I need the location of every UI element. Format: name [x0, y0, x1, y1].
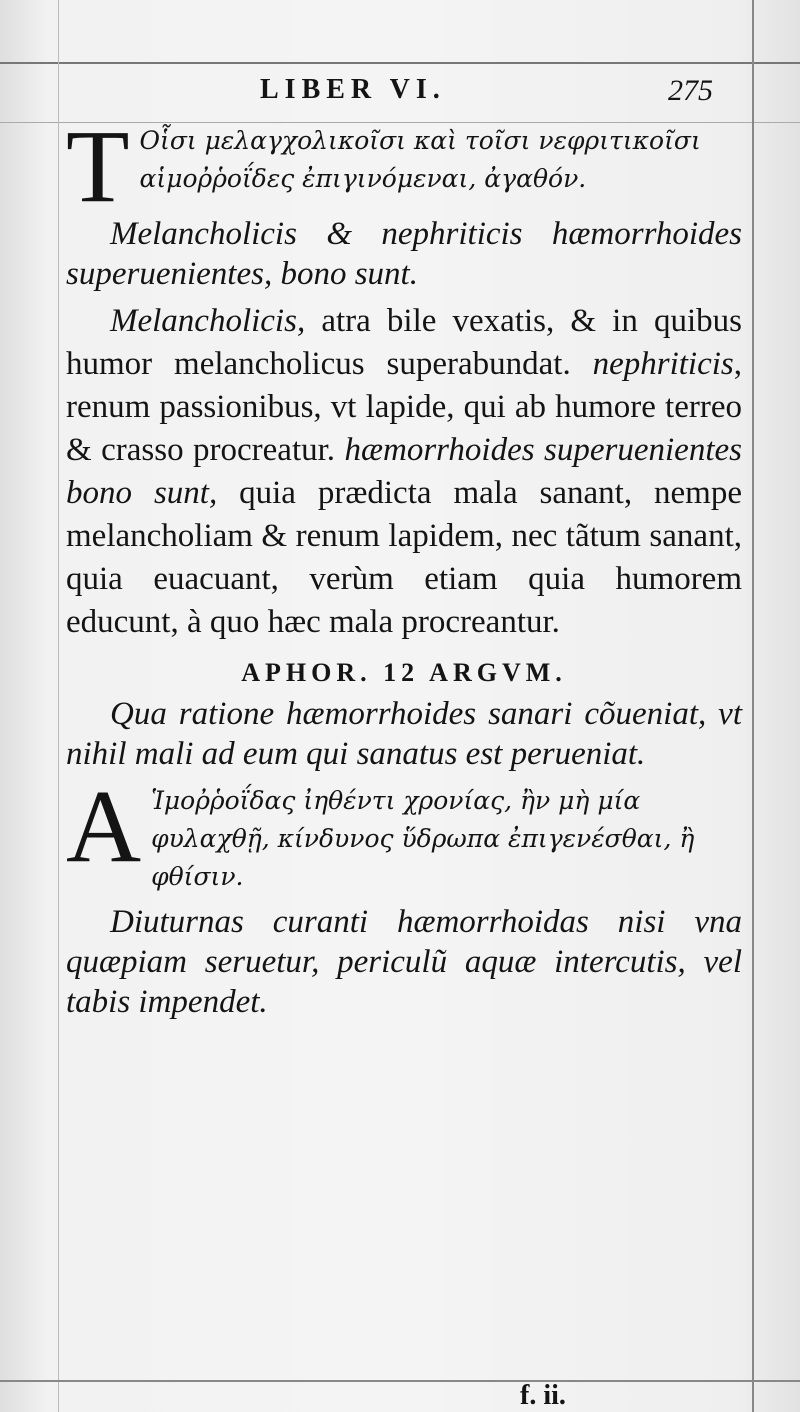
aphorism-12-greek — [66, 769, 742, 896]
page-content — [66, 109, 742, 1022]
drop-cap-a: A — [66, 769, 142, 884]
commentary-segment: Melancholicis, — [110, 303, 306, 339]
commentary-segment: hæmorrhoides superuenientes bono sunt, — [66, 432, 742, 511]
commentary-segment: atra bile vexatis, & in quibus humor melancholicus superabundat. — [66, 303, 742, 382]
aphorism-argument: Qua ratione hæmorrhoides sanari cõueniat, vt nihil mali ad eum qui sanatus est perueniat. — [66, 696, 742, 772]
aphorism-11-greek — [66, 109, 742, 224]
top-rule — [0, 62, 800, 64]
latin-translation: Diuturnas curanti hæmorrhoidas nisi vna quæpiam seruetur, periculũ aquæ intercutis, vel tabis impendet. — [66, 904, 742, 1020]
catchword: f. ii. — [520, 1380, 566, 1411]
left-margin-rule — [58, 0, 59, 1412]
commentary-paragraph — [66, 300, 742, 644]
page-number: 275 — [668, 74, 713, 107]
right-margin-rule — [752, 0, 754, 1412]
latin-translation: Melancholicis & nephriticis hæmorrhoides superuenientes, bono sunt. — [66, 216, 742, 292]
bottom-rule — [0, 1380, 800, 1382]
commentary-segment: , renum passionibus, vt lapide, qui ab humore terreo & crasso procreatur. — [66, 346, 742, 468]
greek-text: Ἱμοῤῥοΐδας ἰηθέντι χρονίας, ἢν μὴ μία φυλαχθῇ, κίνδυνος ὕδρωπα ἐπιγενέσθαι, ἢ φθίσιν. — [151, 786, 695, 891]
commentary-segment: quia prædicta mala sanant, nempe melancholiam & renum lapidem, nec tãtum sanant, quia euacuant, verùm etiam quia humorem educunt, à quo hæc mala procreantur. — [66, 475, 742, 640]
running-head: LIBER VI. — [260, 74, 446, 105]
commentary-segment: nephriticis — [592, 346, 734, 382]
drop-cap-t: T — [66, 109, 130, 224]
greek-text: Οἷσι μελαγχολικοῖσι καὶ τοῖσι νεφριτικοῖσι αἱμοῤῥοΐδες ἐπιγινόμεναι, ἀγαθόν. — [139, 126, 701, 193]
aphorism-heading: APHOR. 12 ARGVM. — [241, 658, 567, 687]
